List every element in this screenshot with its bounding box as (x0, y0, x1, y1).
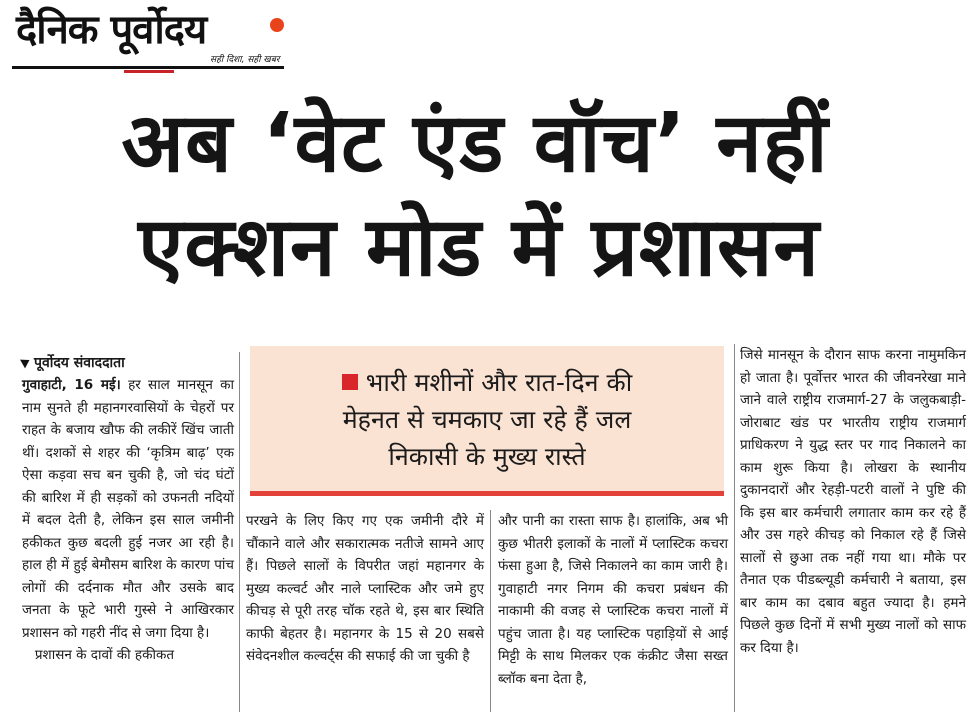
newspaper-logo: दैनिक पूर्वोदय (16, 7, 207, 53)
article-text-1b: प्रशासन के दावों की हकीकत (34, 647, 175, 663)
article-text-1: हर साल मानसून का नाम सुनते ही महानगरवासियों के चेहरों पर राहत के बजाय खौफ की लकीरें खिंच जाती थीं। दशकों से शहर की ‘कृत्रिम बाढ़’ एक ऐसा कड़वा सच बन चुकी है, जो चंद घंटों की बारिश में ही सड़कों को उफनती नदियों में बदल देती है, लेकिन इस साल जमीनी हकीकत कुछ बदली हुई नजर आ रही है। हाल ही में हुई बेमौसम बारिश के कारण पांच लोगों की दर्दनाक मौत और उसके बाद जनता के फूटे भारी गुस्से ने आखिरकार प्रशासन को गहरी नींद से जगा दिया है। (22, 377, 235, 641)
article-column-3 (498, 510, 728, 690)
article-text-3: और पानी का रास्ता साफ है। हालांकि, अब भी कुछ भीतरी इलाकों के नालों में प्लास्टिक कचरा फंसा हुआ है, जिसे निकालने का काम जारी है। गुवाहाटी नगर निगम की कचरा प्रबंधन की नाकामी की वजह से प्लास्टिक कचरा नालों में पहुंच जाता है। यह प्लास्टिक पहाड़ियों से आई मिट्टी के साथ मिलकर एक कंक्रीट जैसा सख्त ब्लॉक बना देता है, (498, 513, 728, 687)
column-rule (239, 352, 240, 712)
article-column-4 (740, 344, 966, 659)
subheadline-line-2: मेहनत से चमकाए जा रहे हैं जल (342, 405, 632, 434)
subheadline-underline (250, 491, 724, 496)
byline-text: पूर्वोदय संवाददाता (34, 355, 125, 371)
article-text-4: जिसे मानसून के दौरान साफ करना नामुमकिन हो जाता है। पूर्वोत्तर भारत की जीवनरेखा माने जाने वाले राष्ट्रीय राजमार्ग-27 के जलुकबाड़ी-जोराबाट खंड पर भारतीय राष्ट्रीय राजमार्ग प्राधिकरण ने युद्ध स्तर पर गाद निकालने का काम शुरू किया है। लोखरा के स्थानीय दुकानदारों और रेहड़ी-पटरी वालों ने पुष्टि की कि इस बार कर्मचारी लगातार काम कर रहे हैं और उस गहरे कीचड़ को निकाल रहे हैं जिसे सालों से छुआ तक नहीं गया था। मौके पर तैनात एक पीडब्ल्यूडी कर्मचारी ने बताया, इस बार काम का दबाव बहुत ज्यादा है। हमने पिछले कुछ दिनों में सभी मुख्य नालों को साफ कर दिया है। (740, 347, 966, 656)
subheadline-box (250, 346, 724, 492)
byline-arrow-icon (20, 356, 32, 369)
article-text-2: परखने के लिए किए गए एक जमीनी दौरे में चौंकाने वाले और सकारात्मक नतीजे सामने आए हैं। पिछले सालों के विपरीत जहां महानगर के मुख्य कल्वर्ट और नाले प्लास्टिक और जमे हुए कीचड़ से पूरी तरह चॉक रहते थे, इस बार स्थिति काफी बेहतर है। महानगर के 15 से 20 सबसे संवेदनशील कल्वर्ट्स की सफाई की जा चुकी है (246, 513, 484, 664)
headline-line-2: एक्शन मोड में प्रशासन (138, 200, 820, 295)
subheadline-line-1 (262, 364, 712, 401)
masthead-rule (12, 66, 284, 69)
byline (22, 352, 234, 374)
masthead (12, 4, 284, 74)
red-square-bullet-icon (342, 374, 358, 390)
subheadline-line-3: निकासी के मुख्य रास्ते (388, 442, 586, 471)
column-rule (490, 510, 491, 712)
subheadline-text (262, 364, 712, 475)
article-column-1 (22, 352, 234, 667)
headline (0, 92, 978, 300)
column-rule (734, 344, 735, 712)
dateline: गुवाहाटी, 16 मई। (22, 377, 121, 393)
masthead-tagline: सही दिशा, सही खबर (210, 55, 280, 65)
article-paragraph-2 (22, 644, 234, 667)
article-paragraph-1 (22, 374, 234, 644)
headline-line-1: अब ‘वेट एंड वॉच’ नहीं (121, 96, 829, 191)
logo-dot-icon (270, 18, 284, 32)
subheadline-line-1-text: भारी मशीनों और रात-दिन की (365, 368, 633, 397)
masthead-red-mark (124, 70, 174, 73)
article-column-2 (246, 510, 484, 668)
